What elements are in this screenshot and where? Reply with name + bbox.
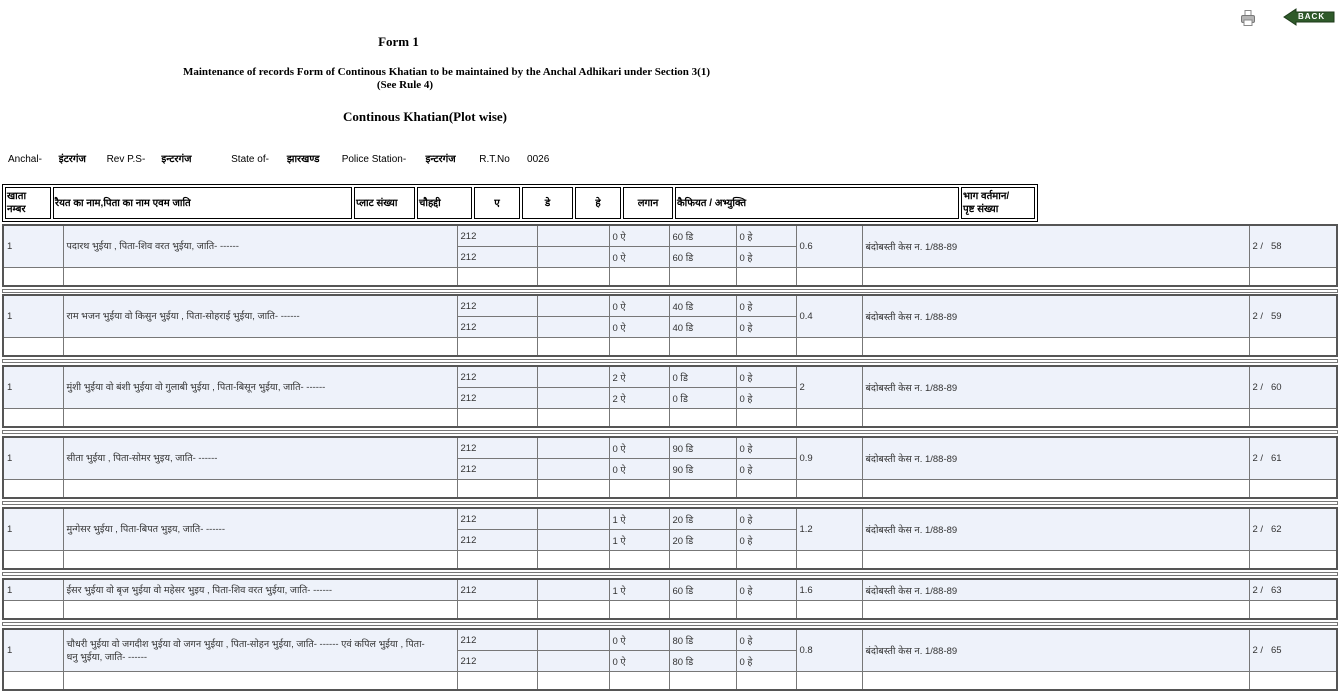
remark: बंदोबस्ती केस न. 1/88-89	[862, 629, 1249, 672]
plot-number: 212	[457, 366, 537, 388]
area-d: 80 डि	[669, 651, 736, 672]
blank-cell	[609, 268, 669, 287]
header-kaifiyat: कैफियत / अभ्युक्ति	[675, 187, 959, 219]
total-area: 0.6	[796, 225, 862, 268]
blank-row	[3, 268, 1337, 287]
record-table	[2, 578, 1338, 620]
blank-cell	[796, 551, 862, 570]
table-row	[3, 225, 1337, 247]
info-bar	[8, 151, 557, 165]
blank-row	[3, 672, 1337, 691]
chauhaddi-cell	[537, 366, 609, 388]
area-a: 2 ऐ	[609, 388, 669, 409]
blank-cell	[796, 338, 862, 357]
blank-cell	[609, 672, 669, 691]
chauhaddi-cell	[537, 579, 609, 601]
chauhaddi-cell	[537, 317, 609, 338]
record-separator	[2, 359, 1338, 363]
blank-cell	[862, 409, 1249, 428]
rt-no-value: 0026	[527, 154, 550, 165]
total-area: 0.4	[796, 295, 862, 338]
chauhaddi-cell	[537, 388, 609, 409]
blank-cell	[796, 409, 862, 428]
blank-cell	[609, 338, 669, 357]
area-a: 1 ऐ	[609, 508, 669, 530]
area-d: 60 डि	[669, 247, 736, 268]
blank-cell	[669, 338, 736, 357]
back-button-label: BACK	[1298, 12, 1326, 21]
record-separator	[2, 572, 1338, 576]
blank-cell	[3, 409, 63, 428]
rev-ps-label: Rev P.S-	[106, 154, 146, 165]
khata-number: 1	[3, 579, 63, 601]
blank-cell	[3, 601, 63, 620]
blank-row	[3, 551, 1337, 570]
area-h: 0 हे	[736, 530, 796, 551]
record-separator	[2, 622, 1338, 626]
blank-cell	[457, 409, 537, 428]
chauhaddi-cell	[537, 295, 609, 317]
blank-cell	[3, 551, 63, 570]
blank-cell	[736, 551, 796, 570]
remark: बंदोबस्ती केस न. 1/88-89	[862, 295, 1249, 338]
record-separator	[2, 430, 1338, 434]
chauhaddi-cell	[537, 437, 609, 459]
blank-cell	[796, 672, 862, 691]
area-a: 0 ऐ	[609, 629, 669, 651]
blank-cell	[1249, 409, 1337, 428]
plot-number: 212	[457, 651, 537, 672]
blank-cell	[736, 268, 796, 287]
bhag-page: 2 / 62	[1249, 508, 1337, 551]
area-h: 0 हे	[736, 459, 796, 480]
blank-cell	[457, 601, 537, 620]
state-value: झारखण्ड	[286, 154, 320, 165]
raiyat-name: ईसर भुईया वो बृज भुईया वो महेसर भुइय , पिता-शिव वरत भुईया, जाति- ------	[63, 579, 457, 601]
page-heading: Continous Khatian(Plot wise)	[343, 109, 507, 124]
plot-number: 212	[457, 295, 537, 317]
record-table	[2, 628, 1338, 691]
bhag-page: 2 / 61	[1249, 437, 1337, 480]
raiyat-name: चौधरी भुईया वो जगदीश भुईया वो जगन भुईया , पिता-सोहन भुईया, जाति- ------ एवं कपिल भुईया , पिता- धनु भुईया, जाति- ------	[63, 629, 457, 672]
area-d: 0 डि	[669, 388, 736, 409]
blank-cell	[63, 480, 457, 499]
back-button[interactable]	[1283, 8, 1335, 26]
record-table	[2, 224, 1338, 287]
plot-number: 212	[457, 629, 537, 651]
total-area: 1.2	[796, 508, 862, 551]
table-row	[3, 437, 1337, 459]
blank-cell	[1249, 672, 1337, 691]
area-d: 20 डि	[669, 508, 736, 530]
blank-cell	[1249, 601, 1337, 620]
blank-cell	[609, 551, 669, 570]
blank-cell	[537, 268, 609, 287]
total-area: 2	[796, 366, 862, 409]
table-row	[3, 508, 1337, 530]
blank-cell	[669, 268, 736, 287]
khata-number: 1	[3, 437, 63, 480]
plot-number: 212	[457, 225, 537, 247]
plot-number: 212	[457, 388, 537, 409]
blank-cell	[457, 672, 537, 691]
blank-cell	[537, 672, 609, 691]
area-a: 0 ऐ	[609, 317, 669, 338]
total-area: 0.9	[796, 437, 862, 480]
area-a: 0 ऐ	[609, 437, 669, 459]
blank-cell	[796, 268, 862, 287]
rt-no-label: R.T.No	[479, 154, 510, 165]
blank-cell	[736, 409, 796, 428]
remark: बंदोबस्ती केस न. 1/88-89	[862, 225, 1249, 268]
plot-number: 212	[457, 579, 537, 601]
plot-number: 212	[457, 437, 537, 459]
area-d: 90 डि	[669, 437, 736, 459]
blank-cell	[736, 601, 796, 620]
plot-number: 212	[457, 530, 537, 551]
blank-cell	[1249, 551, 1337, 570]
chauhaddi-cell	[537, 247, 609, 268]
blank-cell	[63, 268, 457, 287]
blank-cell	[1249, 480, 1337, 499]
blank-cell	[457, 338, 537, 357]
table-row	[3, 629, 1337, 651]
chauhaddi-cell	[537, 225, 609, 247]
blank-row	[3, 601, 1337, 620]
print-icon[interactable]	[1241, 10, 1255, 26]
raiyat-name: राम भजन भुईया वो किसुन भुईया , पिता-सोहराई भुईया, जाति- ------	[63, 295, 457, 338]
khata-number: 1	[3, 225, 63, 268]
blank-cell	[669, 480, 736, 499]
area-h: 0 हे	[736, 651, 796, 672]
khata-number: 1	[3, 629, 63, 672]
area-h: 0 हे	[736, 317, 796, 338]
form-title: Form 1	[378, 34, 419, 49]
total-area: 0.8	[796, 629, 862, 672]
chauhaddi-cell	[537, 459, 609, 480]
raiyat-name: मुन्गेसर भुईया , पिता-बिपत भुइय, जाति- ------	[63, 508, 457, 551]
blank-cell	[736, 338, 796, 357]
blank-cell	[862, 672, 1249, 691]
blank-cell	[736, 672, 796, 691]
blank-cell	[609, 480, 669, 499]
header-lagan: लगान	[623, 187, 673, 219]
header-plot: प्लाट संख्या	[354, 187, 415, 219]
header-bhag: भाग वर्तमान/ पृष्ट संख्या	[961, 187, 1035, 219]
blank-cell	[457, 480, 537, 499]
chauhaddi-cell	[537, 629, 609, 651]
bhag-page: 2 / 65	[1249, 629, 1337, 672]
area-a: 2 ऐ	[609, 366, 669, 388]
chauhaddi-cell	[537, 508, 609, 530]
table-row	[3, 579, 1337, 601]
header-khata: खाता नम्बर	[5, 187, 51, 219]
area-h: 0 हे	[736, 225, 796, 247]
chauhaddi-cell	[537, 651, 609, 672]
area-d: 80 डि	[669, 629, 736, 651]
blank-row	[3, 338, 1337, 357]
blank-cell	[862, 338, 1249, 357]
blank-cell	[63, 672, 457, 691]
blank-cell	[862, 551, 1249, 570]
area-h: 0 हे	[736, 437, 796, 459]
raiyat-name: पदारथ भुईया , पिता-शिव वरत भुईया, जाति- ------	[63, 225, 457, 268]
header-h: हे	[575, 187, 621, 219]
table-row	[3, 295, 1337, 317]
anchal-value: इंटरगंज	[58, 154, 86, 165]
blank-cell	[1249, 268, 1337, 287]
blank-cell	[3, 338, 63, 357]
plot-number: 212	[457, 317, 537, 338]
blank-cell	[796, 601, 862, 620]
total-area: 1.6	[796, 579, 862, 601]
form-subtitle: Maintenance of records Form of Continous Khatian to be maintained by the Anchal Adhikari under Section 3(1)	[182, 66, 710, 78]
blank-cell	[862, 601, 1249, 620]
rule-reference: (See Rule 4)	[376, 79, 434, 91]
bhag-page: 2 / 63	[1249, 579, 1337, 601]
area-d: 40 डि	[669, 317, 736, 338]
area-d: 40 डि	[669, 295, 736, 317]
blank-cell	[669, 672, 736, 691]
police-station-label: Police Station-	[341, 154, 407, 165]
remark: बंदोबस्ती केस न. 1/88-89	[862, 579, 1249, 601]
blank-cell	[669, 551, 736, 570]
record-table	[2, 436, 1338, 499]
blank-cell	[457, 268, 537, 287]
khata-number: 1	[3, 295, 63, 338]
blank-cell	[736, 480, 796, 499]
header-d: डे	[522, 187, 573, 219]
blank-cell	[609, 601, 669, 620]
area-a: 1 ऐ	[609, 530, 669, 551]
raiyat-name: सीता भुईया , पिता-सोमर भुइय, जाति- ------	[63, 437, 457, 480]
table-row	[3, 366, 1337, 388]
area-d: 60 डि	[669, 579, 736, 601]
blank-cell	[537, 409, 609, 428]
area-a: 0 ऐ	[609, 459, 669, 480]
remark: बंदोबस्ती केस न. 1/88-89	[862, 366, 1249, 409]
area-h: 0 हे	[736, 247, 796, 268]
blank-row	[3, 409, 1337, 428]
area-a: 1 ऐ	[609, 579, 669, 601]
blank-cell	[537, 338, 609, 357]
khata-number: 1	[3, 508, 63, 551]
area-d: 0 डि	[669, 366, 736, 388]
plot-number: 212	[457, 247, 537, 268]
blank-cell	[796, 480, 862, 499]
area-d: 60 डि	[669, 225, 736, 247]
area-a: 0 ऐ	[609, 295, 669, 317]
record-table	[2, 507, 1338, 570]
blank-cell	[63, 338, 457, 357]
plot-number: 212	[457, 459, 537, 480]
blank-cell	[862, 268, 1249, 287]
bhag-page: 2 / 60	[1249, 366, 1337, 409]
blank-cell	[3, 480, 63, 499]
police-station-value: इन्टरगंज	[425, 154, 456, 165]
area-h: 0 हे	[736, 295, 796, 317]
blank-cell	[1249, 338, 1337, 357]
remark: बंदोबस्ती केस न. 1/88-89	[862, 437, 1249, 480]
blank-cell	[63, 551, 457, 570]
blank-cell	[3, 672, 63, 691]
bhag-page: 2 / 58	[1249, 225, 1337, 268]
blank-cell	[862, 480, 1249, 499]
state-label: State of-	[231, 154, 269, 165]
area-h: 0 हे	[736, 366, 796, 388]
area-h: 0 हे	[736, 629, 796, 651]
area-a: 0 ऐ	[609, 225, 669, 247]
blank-cell	[63, 601, 457, 620]
plot-number: 212	[457, 508, 537, 530]
blank-cell	[3, 268, 63, 287]
blank-cell	[457, 551, 537, 570]
rev-ps-value: इन्टरगंज	[161, 154, 192, 165]
anchal-label: Anchal-	[8, 154, 42, 165]
chauhaddi-cell	[537, 530, 609, 551]
record-table	[2, 365, 1338, 428]
blank-cell	[669, 409, 736, 428]
area-h: 0 हे	[736, 388, 796, 409]
raiyat-name: मुंशी भुईया वो बंशी भुईया वो गुलाबी भुईया , पिता-बिसून भुईया, जाति- ------	[63, 366, 457, 409]
bhag-page: 2 / 59	[1249, 295, 1337, 338]
header-table	[2, 184, 1038, 222]
area-h: 0 हे	[736, 508, 796, 530]
area-h: 0 हे	[736, 579, 796, 601]
header-a: ए	[474, 187, 520, 219]
remark: बंदोबस्ती केस न. 1/88-89	[862, 508, 1249, 551]
header-chauhaddi: चौहद्दी	[417, 187, 472, 219]
blank-cell	[669, 601, 736, 620]
blank-cell	[63, 409, 457, 428]
blank-cell	[537, 480, 609, 499]
record-separator	[2, 501, 1338, 505]
header-raiyat: रैयत का नाम,पिता का नाम एवम जाति	[53, 187, 352, 219]
blank-cell	[609, 409, 669, 428]
area-a: 0 ऐ	[609, 247, 669, 268]
area-d: 90 डि	[669, 459, 736, 480]
khata-number: 1	[3, 366, 63, 409]
blank-row	[3, 480, 1337, 499]
area-a: 0 ऐ	[609, 651, 669, 672]
record-table	[2, 294, 1338, 357]
area-d: 20 डि	[669, 530, 736, 551]
record-separator	[2, 289, 1338, 293]
blank-cell	[537, 551, 609, 570]
blank-cell	[537, 601, 609, 620]
